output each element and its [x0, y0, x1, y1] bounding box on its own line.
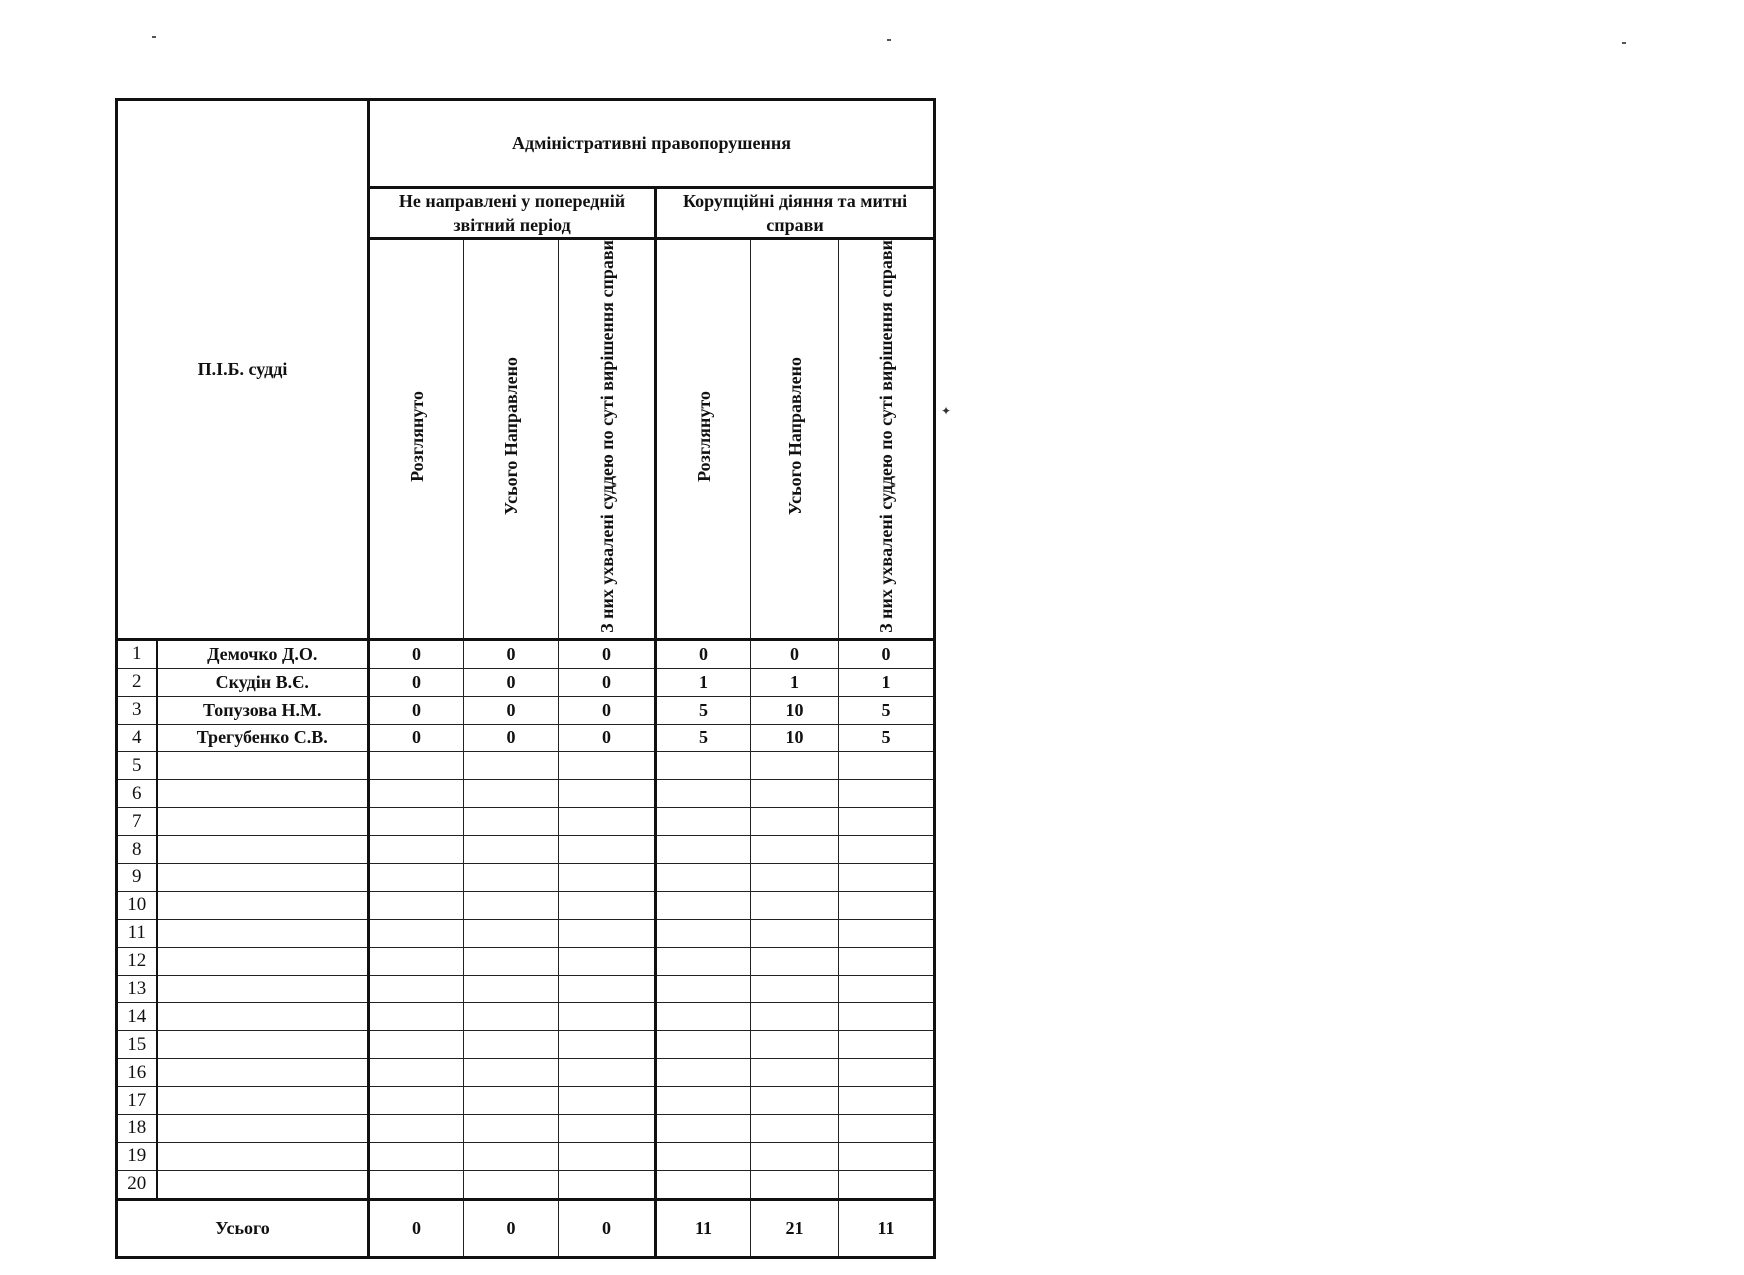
table-cell: 0 — [559, 696, 656, 724]
judge-name — [157, 947, 369, 975]
table-cell — [464, 780, 559, 808]
table-cell — [656, 1142, 751, 1170]
table-cell — [464, 1059, 559, 1087]
table-cell — [464, 1031, 559, 1059]
table-cell — [751, 1087, 839, 1115]
total-cell: 21 — [751, 1199, 839, 1257]
table-cell — [751, 1115, 839, 1143]
table-row — [117, 947, 935, 975]
judge-name — [157, 1003, 369, 1031]
table-cell: 0 — [369, 639, 464, 668]
judge-name — [157, 891, 369, 919]
row-number: 2 — [117, 668, 157, 696]
table-cell — [464, 752, 559, 780]
table-row — [117, 1170, 935, 1199]
table-cell — [656, 975, 751, 1003]
table-cell — [751, 780, 839, 808]
table-cell — [559, 891, 656, 919]
table-cell — [369, 1170, 464, 1199]
scan-speck — [887, 39, 891, 41]
total-cell: 0 — [369, 1199, 464, 1257]
table-cell — [559, 1142, 656, 1170]
table-cell — [656, 780, 751, 808]
table-cell: 5 — [656, 724, 751, 752]
table-cell — [751, 1142, 839, 1170]
judge-name — [157, 1142, 369, 1170]
subgroup-header: Не направлені у попередній звітний період — [369, 188, 656, 239]
judge-name — [157, 1087, 369, 1115]
table-cell — [656, 1170, 751, 1199]
table-cell — [369, 863, 464, 891]
table-cell — [751, 863, 839, 891]
table-cell — [656, 919, 751, 947]
table-cell — [559, 975, 656, 1003]
table-row — [117, 724, 935, 752]
table-cell — [656, 863, 751, 891]
table-cell — [369, 836, 464, 864]
total-cell: 11 — [839, 1199, 935, 1257]
table-cell — [464, 1115, 559, 1143]
table-cell — [559, 919, 656, 947]
table-cell — [839, 1142, 935, 1170]
judge-name — [157, 1031, 369, 1059]
table-cell: 10 — [751, 724, 839, 752]
table-row — [117, 863, 935, 891]
judge-name: Скудін В.Є. — [157, 668, 369, 696]
table-row — [117, 808, 935, 836]
judge-name: Демочко Д.О. — [157, 639, 369, 668]
table-cell: 0 — [464, 668, 559, 696]
judge-name — [157, 752, 369, 780]
table-row — [117, 1115, 935, 1143]
report-table — [115, 98, 936, 1259]
row-number: 4 — [117, 724, 157, 752]
table-cell — [751, 808, 839, 836]
table-cell — [464, 947, 559, 975]
table-cell: 0 — [656, 639, 751, 668]
judge-name — [157, 1059, 369, 1087]
table-cell — [839, 808, 935, 836]
table-cell — [559, 863, 656, 891]
table-cell — [369, 947, 464, 975]
table-cell — [839, 891, 935, 919]
row-number: 11 — [117, 919, 157, 947]
row-number: 6 — [117, 780, 157, 808]
table-cell — [369, 808, 464, 836]
judge-name — [157, 919, 369, 947]
table-cell — [369, 1115, 464, 1143]
table-cell — [656, 752, 751, 780]
row-number: 9 — [117, 863, 157, 891]
table-cell: 0 — [559, 639, 656, 668]
total-row — [117, 1199, 935, 1257]
column-header-label: Усього Направлено — [501, 357, 521, 516]
table-cell — [839, 863, 935, 891]
table-row — [117, 1003, 935, 1031]
table-cell: 5 — [839, 724, 935, 752]
table-row — [117, 836, 935, 864]
table-cell — [656, 1059, 751, 1087]
row-number: 7 — [117, 808, 157, 836]
column-header — [559, 239, 656, 640]
table-cell: 0 — [751, 639, 839, 668]
table-cell — [751, 1170, 839, 1199]
table-cell: 10 — [751, 696, 839, 724]
table-cell — [656, 1087, 751, 1115]
table-cell — [369, 891, 464, 919]
row-number: 16 — [117, 1059, 157, 1087]
scan-speck — [1622, 42, 1626, 44]
table-cell: 1 — [839, 668, 935, 696]
table-cell — [656, 1115, 751, 1143]
table-cell: 0 — [369, 724, 464, 752]
scan-mark: ✦ — [941, 404, 952, 418]
table-cell — [656, 836, 751, 864]
table-cell: 0 — [369, 668, 464, 696]
table-cell — [559, 1087, 656, 1115]
column-header — [369, 239, 464, 640]
table-cell — [464, 836, 559, 864]
table-cell — [464, 808, 559, 836]
table-cell — [369, 1087, 464, 1115]
table-row — [117, 696, 935, 724]
row-number: 3 — [117, 696, 157, 724]
row-number: 20 — [117, 1170, 157, 1199]
table-cell — [656, 1031, 751, 1059]
table-cell — [839, 836, 935, 864]
table-row — [117, 1087, 935, 1115]
judge-name — [157, 1115, 369, 1143]
row-number: 14 — [117, 1003, 157, 1031]
total-cell: 0 — [559, 1199, 656, 1257]
row-number: 13 — [117, 975, 157, 1003]
judge-name: Топузова Н.М. — [157, 696, 369, 724]
table-cell — [559, 947, 656, 975]
row-number: 1 — [117, 639, 157, 668]
column-header-label: Усього Направлено — [784, 357, 805, 516]
table-cell — [751, 752, 839, 780]
table-cell: 0 — [839, 639, 935, 668]
table-cell: 5 — [839, 696, 935, 724]
table-cell — [751, 836, 839, 864]
table-cell — [464, 863, 559, 891]
column-header-label: З них ухвалені суддею по суті вирішення справи — [876, 240, 897, 633]
table-cell — [839, 1059, 935, 1087]
table-cell — [559, 1115, 656, 1143]
table-cell — [839, 1170, 935, 1199]
table-cell — [559, 1059, 656, 1087]
table-row — [117, 780, 935, 808]
table-cell — [839, 1087, 935, 1115]
table-cell — [369, 1031, 464, 1059]
group-title: Адміністративні правопорушення — [369, 100, 935, 188]
table-row — [117, 1059, 935, 1087]
table-row — [117, 639, 935, 668]
judge-name — [157, 836, 369, 864]
table-cell: 0 — [559, 668, 656, 696]
table-cell — [751, 947, 839, 975]
table-row — [117, 1142, 935, 1170]
row-number: 15 — [117, 1031, 157, 1059]
table-cell — [751, 1059, 839, 1087]
table-cell — [839, 919, 935, 947]
scan-speck — [152, 36, 156, 38]
table-cell — [839, 947, 935, 975]
row-number: 18 — [117, 1115, 157, 1143]
report-table-container — [115, 98, 933, 1259]
row-number: 19 — [117, 1142, 157, 1170]
table-cell — [839, 752, 935, 780]
column-header-label: Розглянуто — [406, 391, 427, 482]
table-cell — [656, 891, 751, 919]
judge-name: Трегубенко С.В. — [157, 724, 369, 752]
table-cell — [839, 1031, 935, 1059]
table-cell — [559, 808, 656, 836]
table-cell: 1 — [656, 668, 751, 696]
table-cell — [839, 975, 935, 1003]
column-header — [751, 239, 839, 640]
table-cell — [656, 947, 751, 975]
table-cell — [839, 1115, 935, 1143]
table-cell — [751, 1003, 839, 1031]
table-cell: 5 — [656, 696, 751, 724]
table-cell — [464, 1170, 559, 1199]
table-cell — [656, 808, 751, 836]
table-cell — [559, 780, 656, 808]
table-cell — [751, 891, 839, 919]
table-cell — [559, 1031, 656, 1059]
table-cell — [369, 1059, 464, 1087]
judge-name — [157, 975, 369, 1003]
table-cell — [369, 919, 464, 947]
table-row — [117, 1031, 935, 1059]
judge-name — [157, 808, 369, 836]
judge-name — [157, 863, 369, 891]
table-cell — [369, 1142, 464, 1170]
table-cell — [369, 780, 464, 808]
table-cell — [464, 1003, 559, 1031]
table-cell: 0 — [464, 639, 559, 668]
table-cell — [751, 919, 839, 947]
row-number: 12 — [117, 947, 157, 975]
judge-name — [157, 780, 369, 808]
row-number: 10 — [117, 891, 157, 919]
subgroup-header: Корупційні діяння та митні справи — [656, 188, 935, 239]
table-cell: 1 — [751, 668, 839, 696]
column-header — [656, 239, 751, 640]
table-cell — [839, 1003, 935, 1031]
table-cell — [369, 975, 464, 1003]
table-cell — [559, 836, 656, 864]
column-header-label: Розглянуто — [693, 391, 714, 482]
table-row — [117, 752, 935, 780]
table-cell: 0 — [559, 724, 656, 752]
table-cell: 0 — [464, 696, 559, 724]
table-cell — [656, 1003, 751, 1031]
table-cell — [369, 1003, 464, 1031]
table-cell — [751, 975, 839, 1003]
table-cell — [464, 919, 559, 947]
table-cell — [464, 1087, 559, 1115]
table-cell — [464, 975, 559, 1003]
table-row — [117, 919, 935, 947]
table-cell — [464, 891, 559, 919]
table-cell — [559, 752, 656, 780]
table-cell — [839, 780, 935, 808]
total-label: Усього — [117, 1199, 369, 1257]
judge-name-header: П.І.Б. судді — [117, 100, 369, 640]
judge-name — [157, 1170, 369, 1199]
row-number: 17 — [117, 1087, 157, 1115]
row-number: 5 — [117, 752, 157, 780]
table-row — [117, 891, 935, 919]
table-cell — [464, 1142, 559, 1170]
column-header — [839, 239, 935, 640]
total-cell: 0 — [464, 1199, 559, 1257]
table-cell: 0 — [464, 724, 559, 752]
table-cell: 0 — [369, 696, 464, 724]
table-row — [117, 668, 935, 696]
total-cell: 11 — [656, 1199, 751, 1257]
table-cell — [369, 752, 464, 780]
table-cell — [751, 1031, 839, 1059]
table-cell — [559, 1003, 656, 1031]
table-row — [117, 975, 935, 1003]
column-header — [464, 239, 559, 640]
row-number: 8 — [117, 836, 157, 864]
column-header-label: З них ухвалені суддею по суті вирішення справи — [596, 240, 617, 633]
table-cell — [559, 1170, 656, 1199]
